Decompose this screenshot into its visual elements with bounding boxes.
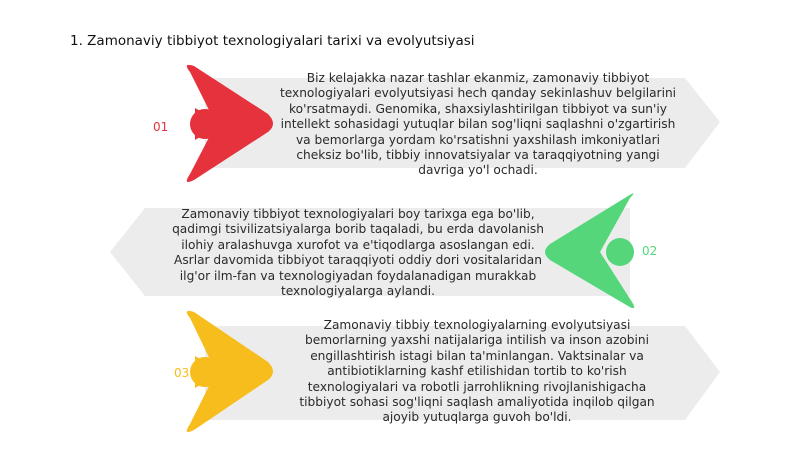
step-01-text — [258, 71, 698, 179]
step-02-play-icon-bg — [606, 238, 634, 266]
step-02-line: Asrlar davomida tibbiyot taraqqiyoti oddiy dori vositalaridan — [174, 253, 542, 268]
step-03-line: bemorlarning yaxshi natijalariga intilish va inson azobini — [304, 333, 650, 348]
step-01-line: texnologiyalari evolyutsiyasi hech qanday sekinlashuv belgilarini — [279, 86, 677, 101]
step-03-line: Zamonaviy tibbiy texnologiyalarning evolyutsiyasi — [323, 318, 631, 332]
step-02-line: ilohiy aralashuvga xurofot va e'tiqodlarga asoslangan edi. — [181, 237, 535, 252]
step-03-text — [262, 318, 692, 426]
step-02-line: texnologiyalarga aylandi. — [280, 284, 436, 299]
step-03-line: antibiotiklarning kashf etilishidan tortib to ko'rish — [327, 364, 627, 379]
step-01-line: cheksiz bo'lib, tibbiy innovatsiyalar va taraqqiyotning yangi — [296, 148, 660, 163]
step-02-number: 02 — [642, 244, 658, 258]
step-03-line: texnologiyalari va robotli jarrohlikning rivojlanishigacha — [307, 379, 647, 394]
step-01-line: davriga yo'l ochadi. — [418, 163, 538, 178]
step-02-line: Zamonaviy tibbiyot texnologiyalari boy tarixga ega bo'lib, — [181, 207, 535, 221]
step-02-text — [143, 207, 573, 299]
step-03-line: ajoyib yutuqlarga guvoh bo'ldi. — [382, 410, 572, 425]
step-01-line: va bemorlarga yordam ko'rsatishni yaxshilash imkoniyatlari — [295, 132, 661, 147]
step-03-number: 03 — [174, 366, 190, 380]
step-01-line: Biz kelajakka nazar tashlar ekanmiz, zamonaviy tibbiyot — [306, 71, 650, 85]
step-02-line: ilg'or ilm-fan va texnologiyadan foydalanadigan murakkab — [179, 268, 537, 283]
step-01-line: ko'rsatmaydi. Genomika, shaxsiylashtirilgan tibbiyot va sun'iy — [289, 101, 667, 116]
step-01-line: intellekt sohasidagi yutuqlar bilan sog'liqni saqlashni o'zgartirish — [280, 117, 676, 132]
step-01-number: 01 — [153, 120, 169, 134]
step-03-line: engillashtirish istagi bilan ta'minlangan. Vaktsinalar va — [310, 348, 644, 363]
step-03-line: tibbiyot sohasi sog'liqni saqlash amaliyotida inqilob qilgan — [299, 395, 655, 410]
page-title: 1. Zamonaviy tibbiyot texnologiyalari tarixi va evolyutsiyasi — [70, 33, 475, 49]
step-02-line: qadimgi tsivilizatsiyalarga borib taqaladi, bu erda davolanish — [172, 222, 544, 237]
